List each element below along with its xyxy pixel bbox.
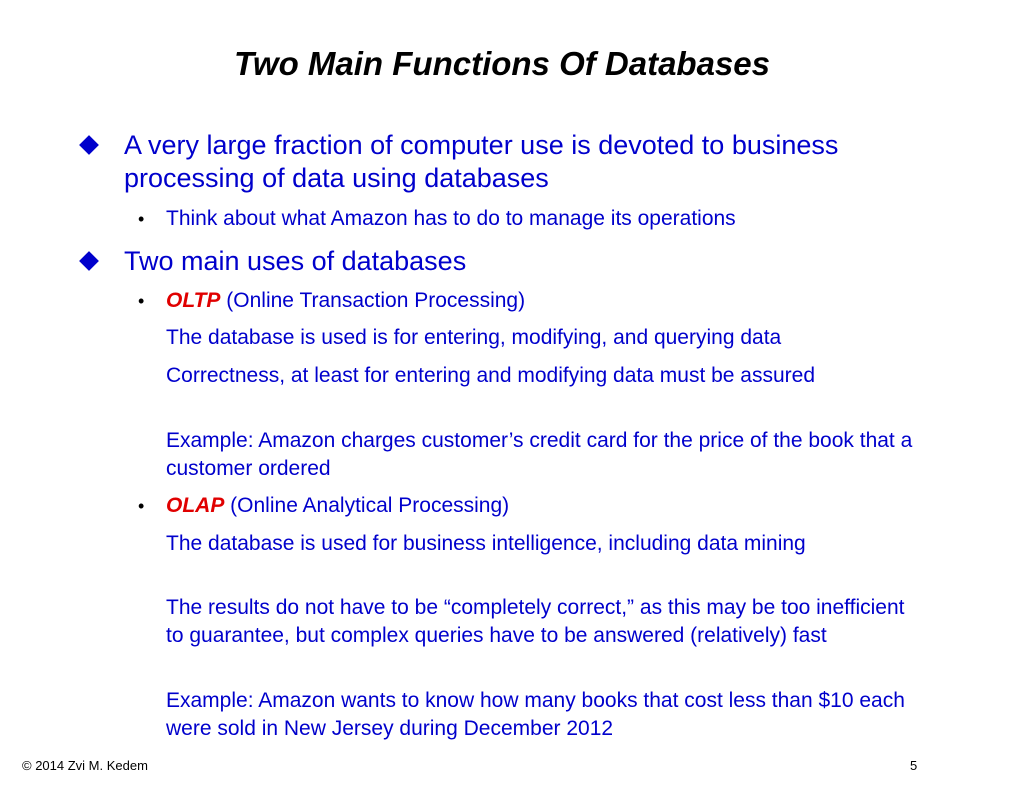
- diamond-bullet-icon: [79, 135, 99, 155]
- oltp-keyword: OLTP: [166, 289, 221, 312]
- bullet-text: Two main uses of databases: [124, 246, 467, 276]
- olap-keyword: OLAP: [166, 494, 225, 517]
- dot-bullet-icon: •: [138, 496, 145, 516]
- sub-paragraph: Correctness, at least for entering and modifying data must be assured: [166, 364, 816, 387]
- sub-bullet-text: Think about what Amazon has to do to manage its operations: [166, 207, 736, 230]
- page-number: 5: [910, 758, 918, 773]
- footer-copyright: © 2014 Zvi M. Kedem: [22, 758, 148, 773]
- sub-bullet-item: [138, 205, 936, 233]
- sub-bullet-text: (Online Transaction Processing): [220, 289, 526, 312]
- dot-bullet-icon: •: [138, 291, 145, 311]
- sub-bullet-item: [138, 287, 936, 315]
- diamond-bullet-icon: [79, 251, 99, 271]
- dot-bullet-icon: •: [138, 209, 145, 229]
- sub-paragraph: Example: Amazon charges customer’s credit card for the price of the book that a customer ordered: [166, 429, 913, 480]
- slide-title: Two Main Functions Of Databases: [233, 45, 770, 82]
- sub-bullet-text: (Online Analytical Processing): [224, 494, 510, 517]
- bullet-item: [124, 129, 884, 195]
- bullet-item: [124, 245, 884, 278]
- bullet-text: A very large fraction of computer use is devoted to business processing of data using databases: [124, 130, 839, 193]
- sub-paragraph: The database is used is for entering, modifying, and querying data: [166, 326, 782, 349]
- sub-paragraph: The database is used for business intelligence, including data mining: [166, 532, 806, 555]
- sub-paragraph: The results do not have to be “completely correct,” as this may be too inefficient to guarantee, but complex queries have to be answered (relatively) fast: [166, 596, 905, 647]
- sub-paragraph: Example: Amazon wants to know how many books that cost less than $10 each were sold in New Jersey during December 2012: [166, 689, 905, 740]
- sub-bullet-item: [138, 492, 936, 520]
